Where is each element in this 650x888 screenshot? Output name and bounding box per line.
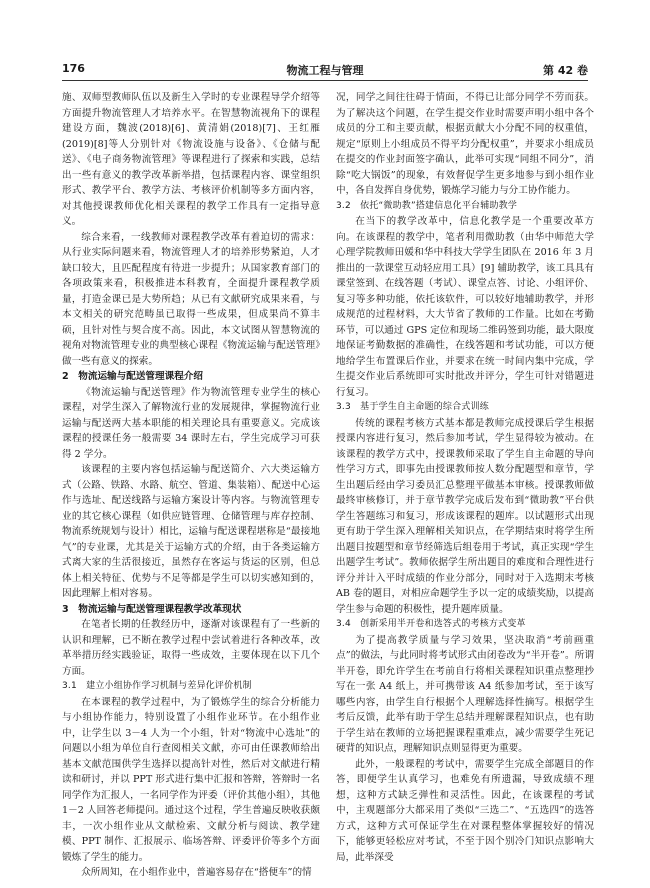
page-header	[62, 58, 588, 81]
paragraph: 在当下的教学改革中，信息化教学是一个重要改革方向。在该课程的教学中，笔者利用微助教（由华中师范大学心理学院教师田媛和华中科技大学学生团队在 2016 年 3 月推出的一款课堂互动轻应用工具）[9] 辅助教学，该工具具有课堂签到、在线答题（考试）、课堂点答、讨论、小组评价、复习等多种功能，依托该软件，可以较好地辅助教学，并形成规范的过程材料，大大节省了教师的工作量。比如在考勤环节，可以通过 GPS 定位和现场二维码签到功能，最大限度地保证考勤数据的准确性，在线答题和考试功能，可以方便地给学生布置课后作业，并要求在统一时间内集中完成，学生提交作业后系统即可实时批改并评分，学生可针对错题进行复习。	[336, 216, 594, 398]
subsection-heading: 3.4 创新采用半开卷和选答式的考核方式变革	[336, 619, 526, 629]
paragraph: 此外，一般课程的考试中，需要学生完成全部题目的作答，即便学生认真学习，也难免有所遗漏，导致成绩不理想，这种方式缺乏弹性和灵活性。因此，在该课程的考试中，主观题部分大都采用了类似“三选二”、“五选四”的选答方式，这种方式可保证学生在对课程整体掌握较好的情况下，能够更轻松应对考试，不至于因个别冷门知识点影响大局，此举深受	[336, 758, 594, 863]
paragraph: 该课程的主要内容包括运输与配送简介、六大类运输方式（公路、铁路、水路、航空、管道、集装箱）、配送中心运作与选址、配送线路与运输方案设计等内容。与物流管理专业的其它核心课程（如供应链管理、仓储管理与库存控制、物流系统规划与设计）相比，运输与配送课程堪称是“最接地气”的专业课，尤其是关于运输方式的介绍，由于各类运输方式离大家的生活很接近，虽然存在客运与货运的区别，但总体上相关特征、优势与不足等都是学生可以切实感知到的，因此理解上相对容易。	[62, 464, 320, 599]
journal-title: 物流工程与管理	[286, 64, 364, 77]
paragraph: 施、双师型教师队伍以及新生入学时的专业课程导学介绍等方面提升物流管理人才培养水平。在智慧物流视角下的课程建设方面，魏波(2018)[6]、黄清娟(2018)[7]、王红雁(2019)[8]等人分别针对《物流设施与设备》、《仓储与配送》、《电子商务物流管理》等课程进行了探索和实践，总结出一些有意义的教学改革新举措，包括课程内容、课堂组织形式、教学平台、教学方法、考核评价机制等多方面内容，对其他授课教师优化相关课程的教学工作具有一定指导意义。	[62, 92, 320, 227]
paragraph: 在笔者长期的任教经历中，逐渐对该课程有了一些新的认识和理解，已不断在教学过程中尝试着进行各种改革，改革举措历经实践验证，取得一些成效，主要体现在以下几个方面。	[62, 619, 320, 677]
subsection-heading: 3.3 基于学生自主命题的综合式训练	[336, 402, 489, 412]
paragraph: 综合来看，一线教师对课程教学改革有着迫切的需求：从行业实际问题来看，物流管理人才的培养形势紧迫，人才缺口较大，且匹配程度有待进一步提升；从国家教育部门的各项政策来看，积极推进本科教育，全面提升课程教学质量，打造金课已是大势所趋；从已有文献研究成果来看，与本文相关的研究范畴虽已取得一些成果，但成果尚不算丰硕，且针对性与契合度不高。因此，本文试图从智慧物流的视角对物流管理专业的典型核心课程《物流运输与配送管理》做一些有意义的探索。	[62, 231, 320, 367]
section-heading: 3 物流运输与配送管理课程教学改革现状	[62, 603, 242, 615]
paragraph: 况，同学之间往往碍于情面，不得已让部分同学不劳而获。为了解决这个问题，在学生提交作业时需要声明小组中各个成员的分工和主要贡献，根据贡献大小分配不同的权重值，规定“原则上小组成员不得平均分配权重”，并要求小组成员在提交的作业封面签字确认，此举可实现“同组不同分”，消除“吃大锅饭”的现象，有效督促学生更多地参与到小组作业中，各自发挥自身优势，锻炼学习能力与分工协作能力。	[336, 92, 594, 196]
volume-label: 第 42 卷	[543, 64, 588, 77]
paragraph: 为了提高教学质量与学习效果，坚决取消“考前画重点”的做法，与此同时将考试形式由闭卷改为“半开卷”。所谓半开卷，即允许学生在考前自行将相关课程知识重点整理抄写在一张 A4 纸上，并可携带该 A4 纸参加考试，至于该写哪些内容，由学生自行根据个人理解选择性摘写。根据学生考后反馈，此举有助于学生总结并理解课程知识点，也有助于学生站在教师的立场把握课程重难点，减少需要学生死记硬背的知识点，理解知识点则显得更为重要。	[336, 634, 594, 754]
paragraph: 传统的课程考核方式基本都是教师完成授课后学生根据授课内容进行复习，然后参加考试，学生显得较为被动。在该课程的教学方式中，授课教师采取了学生自主命题的导向性学习方式，即事先由授课教师按人数分配题型和章节，学生出题后经由学习委员汇总整理平做基本审核。授课教师做最终审核修订，并于章节教学完成后发布到“微助教”平台供学生答题练习和复习，形成该课程的题库。以试题形式出现更有助于学生深入理解相关知识点，在学期结束时将学生所出题目按题型和章节经筛选后组卷用于考试，真正实现“学生出题学生考试”。教师依据学生所出题目的难度和合理性进行评分并计入平时成绩的作业分部分，同时对于入选期末考核 AB 卷的题目，对相应命题学生予以一定的成绩奖励，以提高学生参与命题的积极性，提升题库质量。	[336, 417, 594, 615]
subsection-heading: 3.1 建立小组协作学习机制与差异化评价机制	[62, 681, 252, 691]
page-number: 176	[62, 62, 85, 75]
left-column	[62, 90, 320, 878]
subsection-heading: 3.2 依托“微助教”搭建信息化平台辅助教学	[336, 200, 518, 211]
paragraph: 在本课程的教学过程中，为了锻炼学生的综合分析能力与小组协作能力，特别设置了小组作业环节。在小组作业中，让学生以 3－4 人为一个小组，针对“物流中心选址”的问题以小组为单位自行查阅相关文献，亦可由任课教师给出基本文献范围供学生选择以提高针对性，然后对文献进行精读和研讨，并以 PPT 形式进行集中汇报和答辩，答辩时一名同学作为汇报人，一名同学作为评委（评价其他小组），其他 1－2 人回答老师提问。通过这个过程，学生普遍反映收获颇丰，一次小组作业从文献检索、文献分析与阅读、教学建模、PPT 制作、汇报展示、临场答辩、评委评价等多个方面锻炼了学生的能力。	[62, 696, 320, 863]
paragraph: 众所周知，在小组作业中，普遍容易存在“搭便车”的情	[81, 867, 312, 878]
section-heading: 2 物流运输与配送管理课程介绍	[62, 371, 203, 382]
right-column	[336, 90, 594, 863]
paragraph: 《物流运输与配送管理》作为物流管理专业学生的核心课程，对学生深入了解物流行业的发展规律，掌握物流行业运输与配送两大基本职能的相关理论具有重要意义。完成该课程的授课任务一般需要 34 课时左右，学生完成学习可获得 2 学分。	[62, 386, 320, 460]
